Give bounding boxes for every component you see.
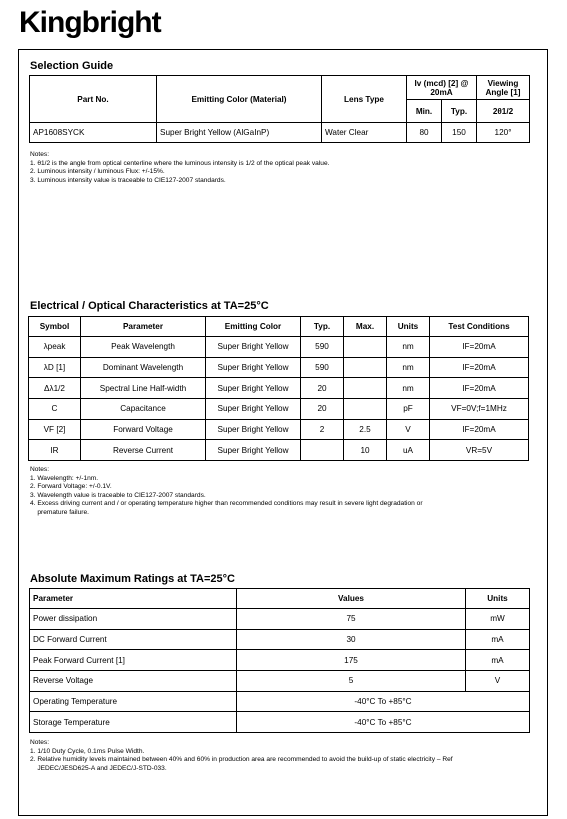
cell-parameter: Dominant Wavelength (81, 357, 206, 378)
note-line: 3. Wavelength value is traceable to CIE127-2007 standards. (30, 491, 206, 499)
selection-title: Selection Guide (30, 60, 114, 72)
col-units: Units (387, 317, 430, 337)
note-line: Notes: (30, 739, 50, 746)
cell-color: Super Bright Yellow (206, 399, 301, 420)
cell-value: -40°C To +85°C (237, 691, 530, 712)
col-test-conditions: Test Conditions (430, 317, 529, 337)
cell-units: nm (387, 378, 430, 399)
cell-parameter: Peak Wavelength (81, 337, 206, 358)
cell-typ: 590 (301, 337, 344, 358)
cell-typ: 2 (301, 419, 344, 440)
cell-max (344, 378, 387, 399)
col-emitting-color: Emitting Color (Material) (157, 76, 322, 123)
cell-symbol: Δλ1/2 (29, 378, 81, 399)
table-row (30, 691, 530, 712)
col-symbol: Symbol (29, 317, 81, 337)
cell-part-no: AP1608SYCK (30, 123, 157, 143)
table-row (30, 650, 530, 671)
cell-value: -40°C To +85°C (237, 712, 530, 733)
note-line: 3. Luminous intensity value is traceable to CIE127-2007 standards. (30, 176, 226, 184)
selection-notes (30, 151, 329, 185)
note-line: 1. Wavelength: +/-1nm. (30, 474, 99, 482)
cell-value: 175 (237, 650, 466, 671)
table-row (29, 337, 529, 358)
col-typ: Typ. (442, 100, 477, 123)
col-units: Units (466, 589, 530, 609)
note-line: 2. Luminous intensity / luminous Flux: +/-15%. (30, 168, 165, 176)
note-line: Notes: (30, 151, 50, 158)
cell-conditions: IF=20mA (430, 419, 529, 440)
table-row (30, 123, 530, 143)
cell-color: Super Bright Yellow (206, 440, 301, 461)
cell-conditions: IF=20mA (430, 378, 529, 399)
cell-units: V (466, 671, 530, 692)
cell-view: 120° (477, 123, 530, 143)
brand-logo: Kingbright (19, 6, 161, 39)
cell-max: 10 (344, 440, 387, 461)
col-lens-type: Lens Type (322, 76, 407, 123)
cell-color: Super Bright Yellow (AlGaInP) (157, 123, 322, 143)
cell-parameter: Storage Temperature (30, 712, 237, 733)
cell-parameter: DC Forward Current (30, 629, 237, 650)
absolute-notes (30, 739, 453, 773)
cell-conditions: VR=5V (430, 440, 529, 461)
cell-units: uA (387, 440, 430, 461)
note-line: 1. θ1/2 is the angle from optical centerline where the luminous intensity is 1/2 of the optical peak value. (30, 159, 330, 167)
cell-value: 30 (237, 629, 466, 650)
selection-table (29, 75, 530, 143)
electrical-title: Electrical / Optical Characteristics at TA=25°C (30, 300, 269, 312)
cell-color: Super Bright Yellow (206, 337, 301, 358)
col-parameter: Parameter (30, 589, 237, 609)
table-row (29, 357, 529, 378)
table-row (29, 419, 529, 440)
cell-max: 2.5 (344, 419, 387, 440)
cell-max (344, 337, 387, 358)
electrical-notes (30, 466, 423, 518)
cell-units: mA (466, 650, 530, 671)
table-row (29, 440, 529, 461)
table-row (30, 609, 530, 630)
cell-parameter: Capacitance (81, 399, 206, 420)
cell-parameter: Peak Forward Current [1] (30, 650, 237, 671)
cell-typ (301, 440, 344, 461)
col-min: Min. (407, 100, 442, 123)
table-row (30, 712, 530, 733)
cell-value: 75 (237, 609, 466, 630)
cell-symbol: λpeak (29, 337, 81, 358)
absolute-table (29, 588, 530, 733)
col-parameter: Parameter (81, 317, 206, 337)
absolute-title: Absolute Maximum Ratings at TA=25°C (30, 573, 235, 585)
note-line: 2. Relative humidity levels maintained between 40% and 60% in production area are recommended to avoid the build-up of static electricity – Ref (30, 756, 453, 764)
cell-units: nm (387, 357, 430, 378)
cell-typ: 20 (301, 378, 344, 399)
cell-color: Super Bright Yellow (206, 378, 301, 399)
cell-typ: 20 (301, 399, 344, 420)
cell-conditions: IF=20mA (430, 337, 529, 358)
note-line: Notes: (30, 466, 50, 473)
cell-parameter: Spectral Line Half-width (81, 378, 206, 399)
col-viewing-angle: Viewing Angle [1] (477, 76, 530, 100)
table-row (29, 378, 529, 399)
cell-units: pF (387, 399, 430, 420)
col-theta: 2θ1/2 (477, 100, 530, 123)
cell-value: 5 (237, 671, 466, 692)
cell-units: mA (466, 629, 530, 650)
col-values: Values (237, 589, 466, 609)
cell-parameter: Forward Voltage (81, 419, 206, 440)
cell-parameter: Reverse Current (81, 440, 206, 461)
cell-parameter: Reverse Voltage (30, 671, 237, 692)
note-line: JEDEC/JESD625-A and JEDEC/J-STD-033. (30, 764, 167, 772)
cell-max (344, 399, 387, 420)
cell-conditions: IF=20mA (430, 357, 529, 378)
cell-conditions: VF=0V;f=1MHz (430, 399, 529, 420)
note-line: 1. 1/10 Duty Cycle, 0.1ms Pulse Width. (30, 747, 145, 755)
cell-color: Super Bright Yellow (206, 419, 301, 440)
col-emitting-color: Emitting Color (206, 317, 301, 337)
cell-typ: 590 (301, 357, 344, 378)
cell-lens: Water Clear (322, 123, 407, 143)
col-max: Max. (344, 317, 387, 337)
note-line: 4. Excess driving current and / or operating temperature higher than recommended conditions may result in severe light degradation or (30, 500, 423, 508)
note-line: premature failure. (30, 508, 90, 516)
electrical-table (28, 316, 529, 461)
cell-symbol: C (29, 399, 81, 420)
col-typ: Typ. (301, 317, 344, 337)
cell-max (344, 357, 387, 378)
table-row (30, 671, 530, 692)
cell-typ: 150 (442, 123, 477, 143)
col-iv: Iv (mcd) [2] @ 20mA (407, 76, 477, 100)
cell-units: V (387, 419, 430, 440)
cell-units: mW (466, 609, 530, 630)
note-line: 2. Forward Voltage: +/-0.1V. (30, 483, 112, 491)
cell-parameter: Operating Temperature (30, 691, 237, 712)
table-row (30, 629, 530, 650)
cell-symbol: IR (29, 440, 81, 461)
cell-color: Super Bright Yellow (206, 357, 301, 378)
cell-symbol: λD [1] (29, 357, 81, 378)
cell-parameter: Power dissipation (30, 609, 237, 630)
cell-symbol: VF [2] (29, 419, 81, 440)
col-part-no: Part No. (30, 76, 157, 123)
cell-units: nm (387, 337, 430, 358)
cell-min: 80 (407, 123, 442, 143)
table-row (29, 399, 529, 420)
